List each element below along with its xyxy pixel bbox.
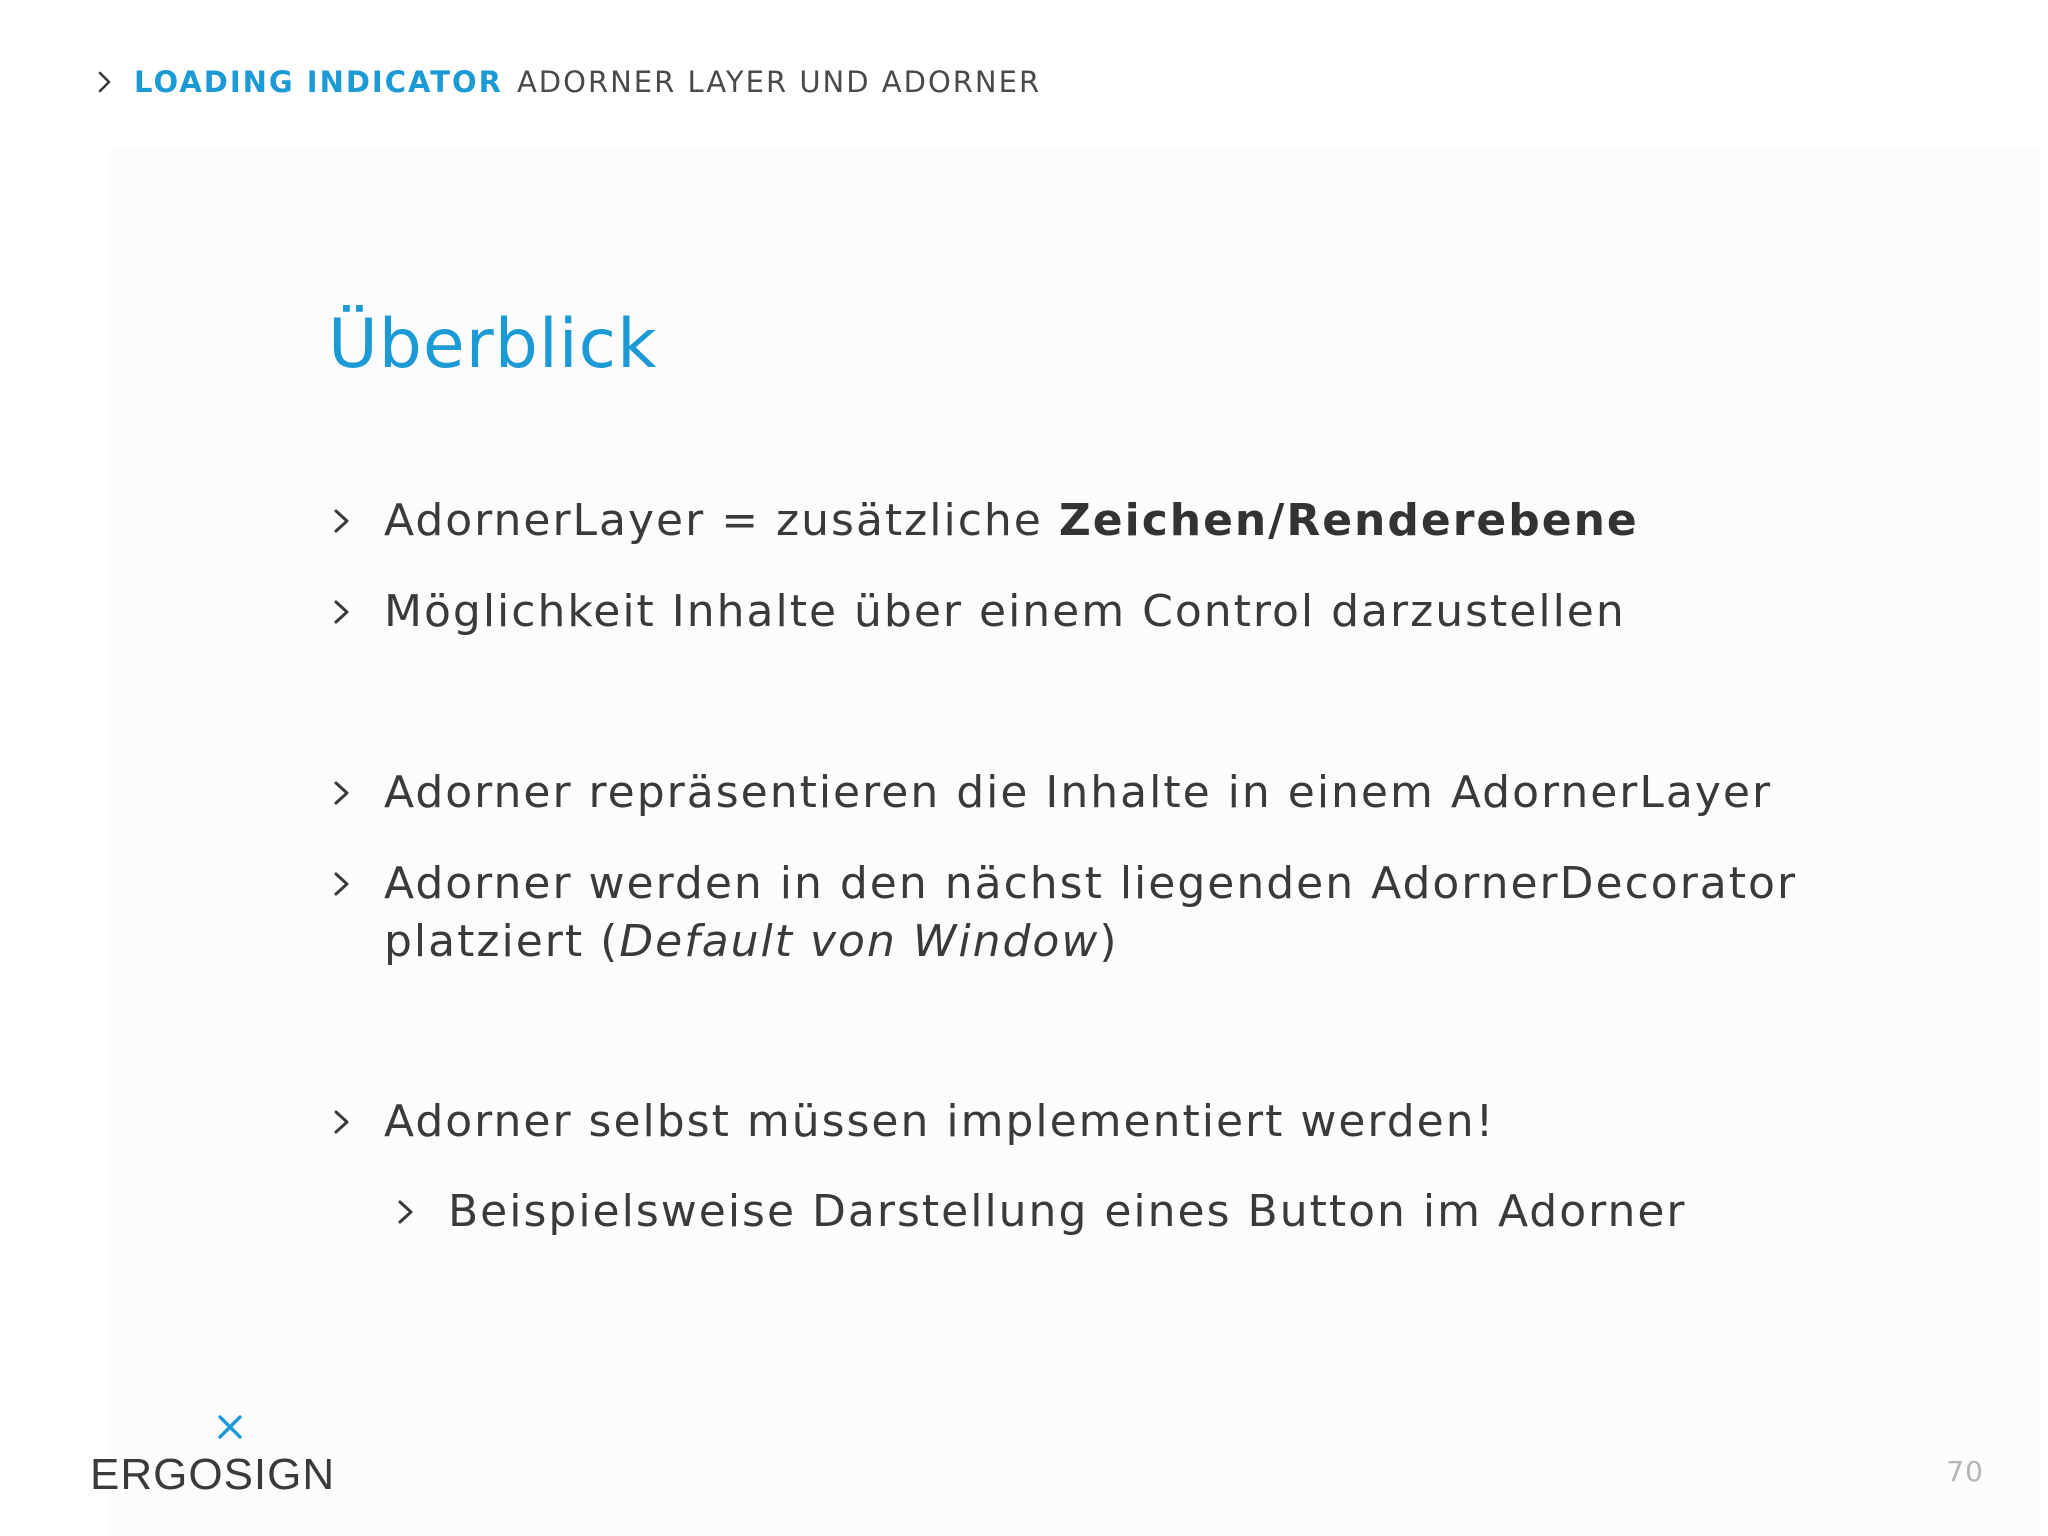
chevron-right-icon <box>92 69 118 95</box>
bullet-text-bold: Zeichen/Renderebene <box>1058 495 1639 546</box>
bullet-text-line2 <box>384 913 1797 971</box>
bullet-text <box>384 492 1639 550</box>
breadcrumb-topic: ADORNER LAYER UND ADORNER <box>516 65 1042 99</box>
bullet-text: Möglichkeit Inhalte über einem Control darzustellen <box>384 586 1626 637</box>
bullet-item <box>326 492 1639 550</box>
bullet-text: Adorner selbst müssen implementiert werden! <box>384 1096 1496 1147</box>
bullet-text-line1: Adorner werden in den nächst liegenden AdornerDecorator <box>384 858 1798 909</box>
x-mark-icon <box>215 1412 245 1442</box>
bullet-text-line2-after: ) <box>1099 916 1119 967</box>
page-title: Überblick <box>328 305 658 384</box>
bullet-text <box>384 855 1797 971</box>
sub-bullet-item <box>390 1183 1687 1241</box>
ergosign-logo <box>90 1412 336 1502</box>
page-number: 70 <box>1946 1455 1984 1488</box>
chevron-right-icon <box>326 855 356 913</box>
bullet-item <box>326 855 1797 971</box>
chevron-right-icon <box>326 1093 356 1151</box>
bullet-item <box>326 1093 1495 1151</box>
bullet-text-line2-before: platziert ( <box>384 916 620 967</box>
bullet-text: Beispielsweise Darstellung eines Button im Adorner <box>448 1186 1687 1237</box>
breadcrumb <box>92 62 1041 102</box>
chevron-right-icon <box>326 764 356 822</box>
chevron-right-icon <box>326 583 356 641</box>
bullet-text-plain: AdornerLayer = zusätzliche <box>384 495 1059 546</box>
bullet-text: Adorner repräsentieren die Inhalte in einem AdornerLayer <box>384 767 1773 818</box>
chevron-right-icon <box>326 492 356 550</box>
chevron-right-icon <box>390 1183 420 1241</box>
bullet-text-italic: Default von Window <box>619 916 1100 967</box>
bullet-item <box>326 583 1626 641</box>
logo-wordmark: ERGOSIGN <box>90 1450 336 1499</box>
bullet-item <box>326 764 1772 822</box>
breadcrumb-section: LOADING INDICATOR <box>134 65 503 99</box>
